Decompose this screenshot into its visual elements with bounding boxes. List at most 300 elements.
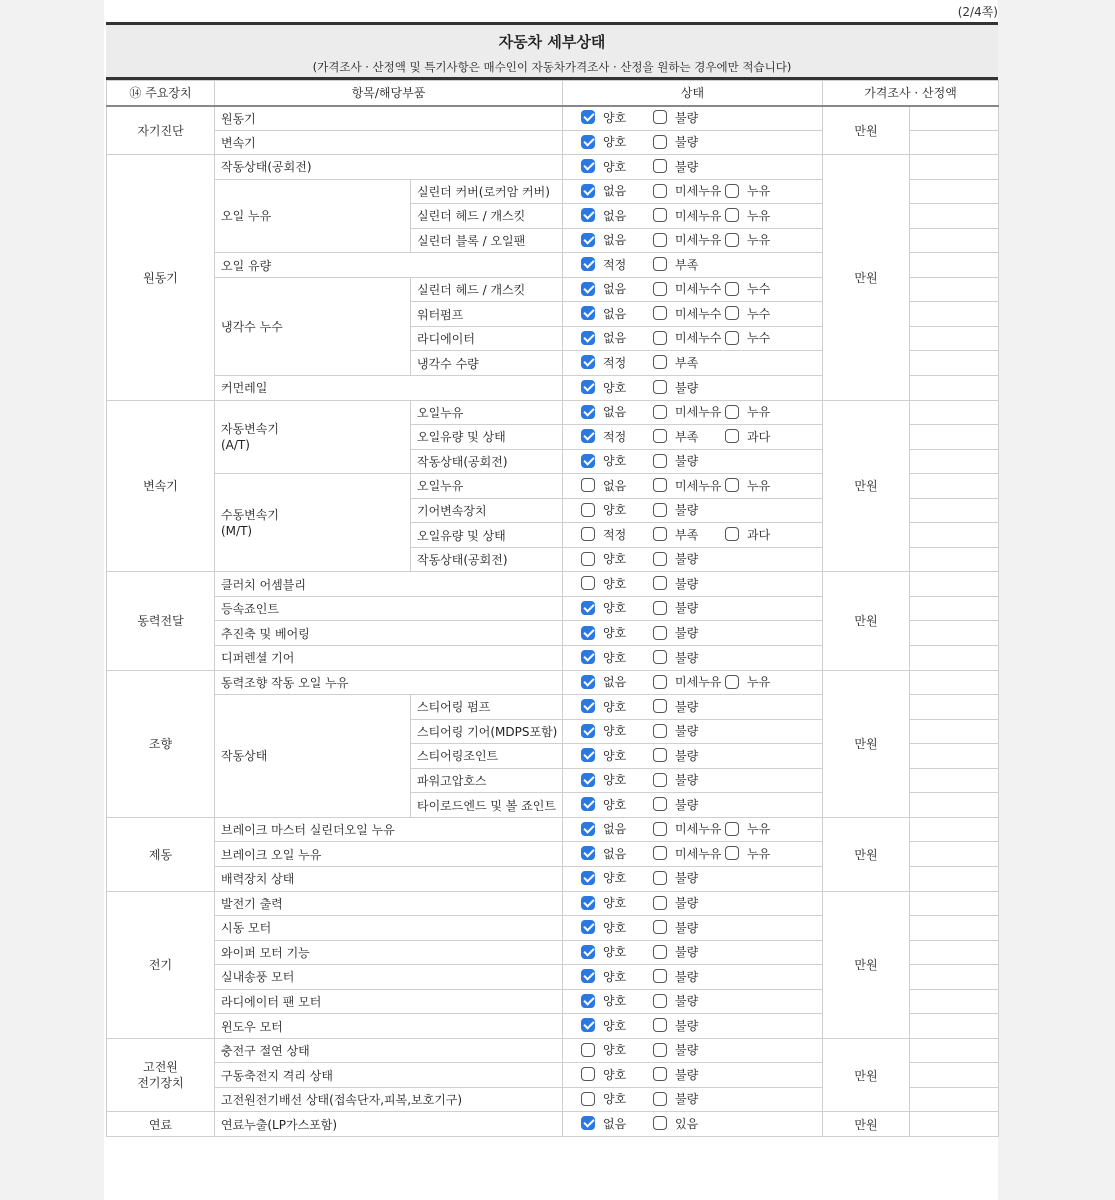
status-option[interactable]: [653, 747, 725, 764]
status-cell: [563, 204, 823, 229]
checked-checkbox[interactable]: [581, 945, 595, 959]
status-option[interactable]: [581, 231, 653, 248]
status-option[interactable]: [653, 624, 725, 641]
checked-checkbox[interactable]: [581, 994, 595, 1008]
status-option[interactable]: [581, 158, 653, 175]
status-option[interactable]: [725, 207, 797, 224]
status-option[interactable]: [581, 428, 653, 445]
option-label: 불량: [675, 1067, 699, 1082]
checked-checkbox[interactable]: [581, 110, 595, 124]
unchecked-checkbox[interactable]: [725, 675, 739, 689]
unchecked-checkbox[interactable]: [653, 650, 667, 664]
checked-checkbox[interactable]: [581, 773, 595, 787]
status-option[interactable]: [653, 968, 725, 985]
status-option[interactable]: [581, 207, 653, 224]
checked-checkbox[interactable]: [581, 1116, 595, 1130]
status-option[interactable]: [581, 1041, 653, 1058]
unchecked-checkbox[interactable]: [725, 478, 739, 492]
checked-checkbox[interactable]: [581, 135, 595, 149]
item-label: 등속죠인트: [215, 596, 563, 621]
checked-checkbox[interactable]: [581, 920, 595, 934]
status-option[interactable]: [653, 550, 725, 567]
status-option[interactable]: [653, 329, 725, 346]
item-label: 배력장치 상태: [215, 866, 563, 891]
unchecked-checkbox[interactable]: [653, 331, 667, 345]
price-input-cell[interactable]: [910, 719, 999, 744]
status-option[interactable]: [653, 256, 725, 273]
status-option[interactable]: [653, 182, 725, 199]
unchecked-checkbox[interactable]: [725, 184, 739, 198]
option-label: 부족: [675, 527, 699, 542]
status-option[interactable]: [581, 182, 653, 199]
option-label: 양호: [603, 576, 627, 591]
status-cell: [563, 523, 823, 548]
status-option[interactable]: [725, 477, 797, 494]
status-option[interactable]: [725, 280, 797, 297]
status-option[interactable]: [581, 526, 653, 543]
status-option[interactable]: [653, 354, 725, 371]
status-option[interactable]: [581, 845, 653, 862]
status-option[interactable]: [653, 992, 725, 1009]
status-option[interactable]: [653, 477, 725, 494]
option-label: 불량: [675, 135, 699, 150]
price-input-cell[interactable]: [910, 498, 999, 523]
checked-checkbox[interactable]: [581, 306, 595, 320]
status-option[interactable]: [653, 158, 725, 175]
unchecked-checkbox[interactable]: [653, 503, 667, 517]
status-option[interactable]: [725, 845, 797, 862]
option-label: 양호: [603, 724, 627, 739]
price-input-cell[interactable]: [910, 277, 999, 302]
status-option[interactable]: [581, 575, 653, 592]
status-option[interactable]: [581, 919, 653, 936]
status-cell: [563, 1014, 823, 1039]
status-option[interactable]: [653, 943, 725, 960]
status-option[interactable]: [725, 329, 797, 346]
checked-checkbox[interactable]: [581, 797, 595, 811]
status-option[interactable]: [581, 1115, 653, 1132]
unchecked-checkbox[interactable]: [653, 871, 667, 885]
status-option[interactable]: [581, 501, 653, 518]
status-cell: [563, 596, 823, 621]
option-label: 양호: [603, 1018, 627, 1033]
status-option[interactable]: [653, 280, 725, 297]
status-option[interactable]: [653, 698, 725, 715]
status-option[interactable]: [581, 477, 653, 494]
price-input-cell[interactable]: [910, 547, 999, 572]
header-status: 상태: [563, 81, 823, 106]
unchecked-checkbox[interactable]: [653, 920, 667, 934]
price-input-cell[interactable]: [910, 744, 999, 769]
price-input-cell[interactable]: [910, 572, 999, 597]
option-label: 불량: [675, 110, 699, 125]
status-option[interactable]: [653, 1115, 725, 1132]
category-label: 고전원: [143, 1060, 178, 1075]
price-input-cell[interactable]: [910, 989, 999, 1014]
checked-checkbox[interactable]: [581, 699, 595, 713]
option-label: 양호: [603, 503, 627, 518]
status-option[interactable]: [653, 428, 725, 445]
status-option[interactable]: [725, 428, 797, 445]
status-option[interactable]: [653, 599, 725, 616]
unchecked-checkbox[interactable]: [653, 1092, 667, 1106]
price-input-cell[interactable]: [910, 916, 999, 941]
price-input-cell[interactable]: [910, 793, 999, 818]
form-sheet: [104, 0, 998, 1200]
unchecked-checkbox[interactable]: [653, 454, 667, 468]
unchecked-checkbox[interactable]: [653, 969, 667, 983]
status-option[interactable]: [581, 624, 653, 641]
checked-checkbox[interactable]: [581, 454, 595, 468]
checked-checkbox[interactable]: [581, 601, 595, 615]
status-option[interactable]: [581, 869, 653, 886]
status-option[interactable]: [581, 109, 653, 126]
checked-checkbox[interactable]: [581, 429, 595, 443]
price-input-cell[interactable]: [910, 474, 999, 499]
checked-checkbox[interactable]: [581, 675, 595, 689]
status-option[interactable]: [581, 1017, 653, 1034]
unchecked-checkbox[interactable]: [653, 208, 667, 222]
checked-checkbox[interactable]: [581, 405, 595, 419]
unchecked-checkbox[interactable]: [653, 896, 667, 910]
price-input-cell[interactable]: [910, 228, 999, 253]
unchecked-checkbox[interactable]: [581, 503, 595, 517]
unchecked-checkbox[interactable]: [653, 994, 667, 1008]
status-option[interactable]: [653, 649, 725, 666]
checked-checkbox[interactable]: [581, 257, 595, 271]
price-input-cell[interactable]: [910, 817, 999, 842]
price-input-cell[interactable]: [910, 1014, 999, 1039]
amount-unit: 만원: [823, 1038, 910, 1112]
unchecked-checkbox[interactable]: [653, 110, 667, 124]
checked-checkbox[interactable]: [581, 650, 595, 664]
status-option[interactable]: [581, 133, 653, 150]
option-label: 불량: [675, 601, 699, 616]
status-option[interactable]: [653, 403, 725, 420]
price-input-cell[interactable]: [910, 891, 999, 916]
status-option[interactable]: [653, 575, 725, 592]
unchecked-checkbox[interactable]: [725, 527, 739, 541]
sub-item-label: 오일누유: [411, 474, 563, 499]
status-option[interactable]: [653, 526, 725, 543]
price-input-cell[interactable]: [910, 302, 999, 327]
item-label: 추진축 및 베어링: [215, 621, 563, 646]
status-option[interactable]: [653, 305, 725, 322]
unchecked-checkbox[interactable]: [725, 846, 739, 860]
option-label: 양호: [603, 699, 627, 714]
option-label: 불량: [675, 159, 699, 174]
unchecked-checkbox[interactable]: [653, 1043, 667, 1057]
checked-checkbox[interactable]: [581, 331, 595, 345]
status-option[interactable]: [653, 919, 725, 936]
checked-checkbox[interactable]: [581, 822, 595, 836]
unchecked-checkbox[interactable]: [725, 208, 739, 222]
unchecked-checkbox[interactable]: [653, 159, 667, 173]
header-price: 가격조사 · 산정액: [823, 81, 999, 106]
status-option[interactable]: [653, 820, 725, 837]
price-input-cell[interactable]: [910, 965, 999, 990]
status-option[interactable]: [725, 305, 797, 322]
status-option[interactable]: [653, 207, 725, 224]
status-option[interactable]: [725, 182, 797, 199]
item-label: 실내송풍 모터: [215, 965, 563, 990]
option-label: 불량: [675, 626, 699, 640]
option-label: 불량: [675, 724, 699, 739]
checked-checkbox[interactable]: [581, 282, 595, 296]
status-option[interactable]: [725, 403, 797, 420]
status-option[interactable]: [653, 722, 725, 739]
price-input-cell[interactable]: [910, 1112, 999, 1137]
checked-checkbox[interactable]: [581, 159, 595, 173]
status-option[interactable]: [581, 452, 653, 469]
amount-unit: 만원: [823, 670, 910, 817]
price-input-cell[interactable]: [910, 1038, 999, 1063]
unchecked-checkbox[interactable]: [653, 478, 667, 492]
status-option[interactable]: [581, 550, 653, 567]
status-option[interactable]: [725, 820, 797, 837]
status-option[interactable]: [581, 771, 653, 788]
status-cell: [563, 155, 823, 180]
price-input-cell[interactable]: [910, 376, 999, 401]
unchecked-checkbox[interactable]: [653, 773, 667, 787]
status-option[interactable]: [581, 1066, 653, 1083]
status-option[interactable]: [581, 820, 653, 837]
status-cell: [563, 302, 823, 327]
status-option[interactable]: [581, 329, 653, 346]
unchecked-checkbox[interactable]: [725, 822, 739, 836]
option-label: 양호: [603, 945, 627, 960]
item-label: (A/T): [221, 437, 250, 452]
unchecked-checkbox[interactable]: [653, 675, 667, 689]
item-label: 라디에이터 팬 모터: [215, 989, 563, 1014]
status-option[interactable]: [653, 379, 725, 396]
status-option[interactable]: [653, 771, 725, 788]
price-input-cell[interactable]: [910, 400, 999, 425]
unchecked-checkbox[interactable]: [725, 282, 739, 296]
unchecked-checkbox[interactable]: [653, 846, 667, 860]
status-option[interactable]: [653, 1017, 725, 1034]
form-subtitle: (가격조사 · 산정액 및 특기사항은 매수인이 자동차가격조사 · 산정을 원하는 경우에만 적습니다): [312, 60, 792, 74]
option-label: 불량: [675, 969, 699, 984]
checked-checkbox[interactable]: [581, 233, 595, 247]
status-option[interactable]: [725, 231, 797, 248]
unchecked-checkbox[interactable]: [653, 822, 667, 836]
status-option[interactable]: [581, 403, 653, 420]
item-label: 브레이크 마스터 실린더오일 누유: [215, 817, 563, 842]
unchecked-checkbox[interactable]: [581, 1067, 595, 1081]
unchecked-checkbox[interactable]: [653, 552, 667, 566]
status-option[interactable]: [581, 698, 653, 715]
status-option[interactable]: [653, 1090, 725, 1107]
option-label: 누유: [747, 405, 771, 420]
status-option[interactable]: [653, 231, 725, 248]
status-option[interactable]: [725, 526, 797, 543]
item-label: 윈도우 모터: [215, 1014, 563, 1039]
price-input-cell[interactable]: [910, 842, 999, 867]
status-option[interactable]: [725, 673, 797, 690]
unchecked-checkbox[interactable]: [725, 233, 739, 247]
unchecked-checkbox[interactable]: [653, 945, 667, 959]
sub-item-label: 워터펌프: [411, 302, 563, 327]
unchecked-checkbox[interactable]: [725, 306, 739, 320]
checked-checkbox[interactable]: [581, 208, 595, 222]
status-option[interactable]: [581, 354, 653, 371]
status-option[interactable]: [581, 894, 653, 911]
checked-checkbox[interactable]: [581, 846, 595, 860]
unchecked-checkbox[interactable]: [653, 527, 667, 541]
status-option[interactable]: [581, 747, 653, 764]
price-input-cell[interactable]: [910, 646, 999, 671]
table-row: [107, 400, 999, 425]
unchecked-checkbox[interactable]: [653, 405, 667, 419]
status-option[interactable]: [581, 599, 653, 616]
status-option[interactable]: [653, 1041, 725, 1058]
unchecked-checkbox[interactable]: [653, 724, 667, 738]
status-option[interactable]: [581, 379, 653, 396]
status-cell: [563, 965, 823, 990]
item-label: 수동변속기: [221, 507, 279, 522]
unchecked-checkbox[interactable]: [725, 331, 739, 345]
status-cell: [563, 793, 823, 818]
status-cell: [563, 916, 823, 941]
unchecked-checkbox[interactable]: [653, 233, 667, 247]
amount-unit: 만원: [823, 817, 910, 891]
checked-checkbox[interactable]: [581, 724, 595, 738]
unchecked-checkbox[interactable]: [653, 748, 667, 762]
status-cell: [563, 989, 823, 1014]
unchecked-checkbox[interactable]: [653, 699, 667, 713]
status-option[interactable]: [581, 722, 653, 739]
checked-checkbox[interactable]: [581, 184, 595, 198]
status-option[interactable]: [581, 256, 653, 273]
status-option[interactable]: [653, 109, 725, 126]
unchecked-checkbox[interactable]: [653, 1116, 667, 1130]
price-input-cell[interactable]: [910, 768, 999, 793]
unchecked-checkbox[interactable]: [581, 1092, 595, 1106]
unchecked-checkbox[interactable]: [653, 1067, 667, 1081]
checked-checkbox[interactable]: [581, 380, 595, 394]
status-option[interactable]: [653, 894, 725, 911]
status-option[interactable]: [581, 280, 653, 297]
price-input-cell[interactable]: [910, 326, 999, 351]
status-option[interactable]: [653, 796, 725, 813]
price-input-cell[interactable]: [910, 1087, 999, 1112]
unchecked-checkbox[interactable]: [653, 429, 667, 443]
unchecked-checkbox[interactable]: [653, 601, 667, 615]
status-option[interactable]: [653, 869, 725, 886]
checked-checkbox[interactable]: [581, 626, 595, 640]
status-option[interactable]: [653, 673, 725, 690]
price-input-cell[interactable]: [910, 940, 999, 965]
status-option[interactable]: [653, 1066, 725, 1083]
status-option[interactable]: [581, 943, 653, 960]
checked-checkbox[interactable]: [581, 748, 595, 762]
price-input-cell[interactable]: [910, 130, 999, 155]
status-option[interactable]: [581, 1090, 653, 1107]
unchecked-checkbox[interactable]: [581, 576, 595, 590]
status-option[interactable]: [581, 673, 653, 690]
unchecked-checkbox[interactable]: [653, 797, 667, 811]
unchecked-checkbox[interactable]: [653, 135, 667, 149]
unchecked-checkbox[interactable]: [653, 355, 667, 369]
price-input-cell[interactable]: [910, 695, 999, 720]
status-option[interactable]: [581, 649, 653, 666]
status-cell: [563, 1087, 823, 1112]
price-input-cell[interactable]: [910, 596, 999, 621]
unchecked-checkbox[interactable]: [653, 576, 667, 590]
option-label: 없음: [603, 184, 627, 199]
amount-unit: 만원: [823, 106, 910, 155]
checked-checkbox[interactable]: [581, 896, 595, 910]
price-input-cell[interactable]: [910, 204, 999, 229]
status-option[interactable]: [581, 992, 653, 1009]
checked-checkbox[interactable]: [581, 355, 595, 369]
unchecked-checkbox[interactable]: [581, 1043, 595, 1057]
checked-checkbox[interactable]: [581, 969, 595, 983]
status-option[interactable]: [653, 133, 725, 150]
price-input-cell[interactable]: [910, 523, 999, 548]
price-input-cell[interactable]: [910, 425, 999, 450]
status-cell: [563, 351, 823, 376]
status-option[interactable]: [653, 845, 725, 862]
unchecked-checkbox[interactable]: [581, 527, 595, 541]
amount-unit: 만원: [823, 891, 910, 1038]
option-label: 누유: [747, 208, 771, 223]
unchecked-checkbox[interactable]: [653, 380, 667, 394]
header-item: 항목/해당부품: [215, 81, 563, 106]
price-input-cell[interactable]: [910, 351, 999, 376]
unchecked-checkbox[interactable]: [725, 405, 739, 419]
price-input-cell[interactable]: [910, 1063, 999, 1088]
option-label: 미세누유: [675, 208, 722, 223]
price-input-cell[interactable]: [910, 106, 999, 131]
unchecked-checkbox[interactable]: [653, 306, 667, 320]
unchecked-checkbox[interactable]: [653, 1018, 667, 1032]
option-label: 누유: [747, 233, 771, 248]
option-label: 없음: [603, 1116, 627, 1131]
unchecked-checkbox[interactable]: [725, 429, 739, 443]
status-option[interactable]: [581, 305, 653, 322]
checked-checkbox[interactable]: [581, 871, 595, 885]
option-label: 누유: [747, 478, 771, 493]
price-input-cell[interactable]: [910, 670, 999, 695]
amount-unit: 만원: [823, 1112, 910, 1137]
price-input-cell[interactable]: [910, 253, 999, 278]
status-option[interactable]: [653, 452, 725, 469]
unchecked-checkbox[interactable]: [653, 184, 667, 198]
amount-unit: 만원: [823, 572, 910, 670]
status-cell: [563, 768, 823, 793]
checked-checkbox[interactable]: [581, 1018, 595, 1032]
status-option[interactable]: [581, 796, 653, 813]
unchecked-checkbox[interactable]: [581, 552, 595, 566]
status-option[interactable]: [581, 968, 653, 985]
price-input-cell[interactable]: [910, 866, 999, 891]
price-input-cell[interactable]: [910, 155, 999, 180]
status-option[interactable]: [653, 501, 725, 518]
price-input-cell[interactable]: [910, 449, 999, 474]
unchecked-checkbox[interactable]: [653, 282, 667, 296]
unchecked-checkbox[interactable]: [653, 626, 667, 640]
price-input-cell[interactable]: [910, 179, 999, 204]
status-cell: [563, 646, 823, 671]
price-input-cell[interactable]: [910, 621, 999, 646]
option-label: 불량: [675, 773, 699, 788]
unchecked-checkbox[interactable]: [653, 257, 667, 271]
status-cell: [563, 744, 823, 769]
item-label: 동력조향 작동 오일 누유: [215, 670, 563, 695]
unchecked-checkbox[interactable]: [581, 478, 595, 492]
